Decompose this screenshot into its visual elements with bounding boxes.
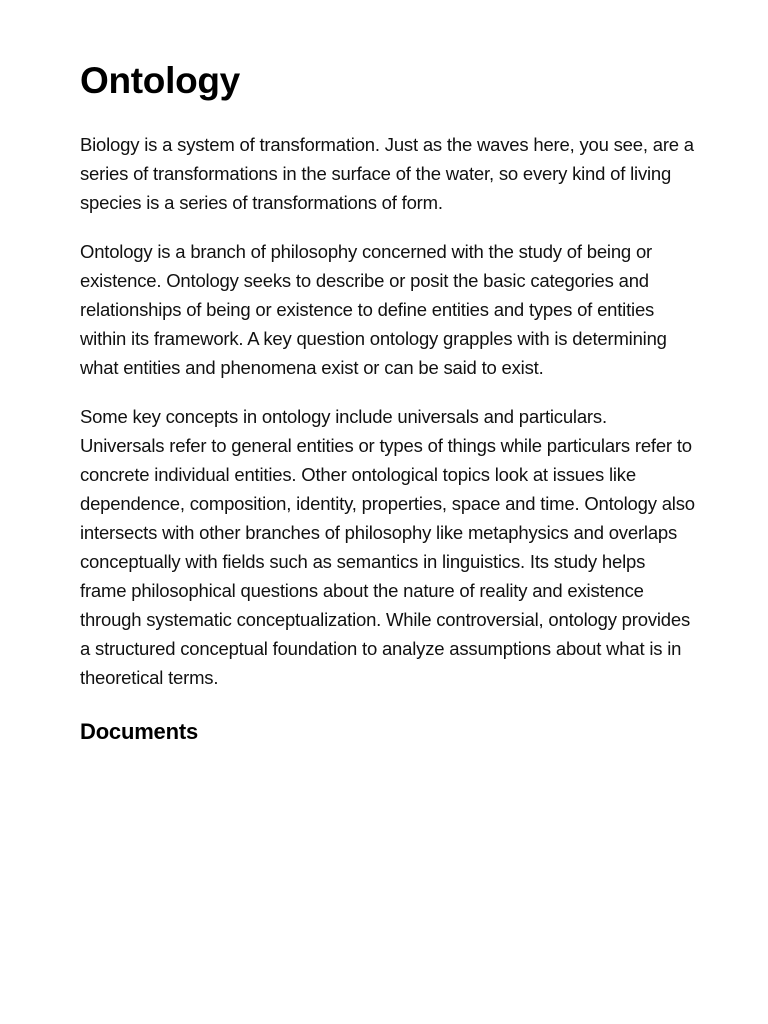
documents-heading: Documents [80,719,198,744]
page-title: Ontology [80,60,240,101]
paragraph-key-concepts: Some key concepts in ontology include universals and particulars. Universals refer to general entities or types of things while particulars refer to concrete individual entities. Other ontological topics look at issues like dependence, composition, identity, properties, space and time. Ontology also intersects with other branches of philosophy like metaphysics and overlaps conceptually with fields such as semantics in linguistics. Its study helps frame philosophical questions about the nature of reality and existence through systematic conceptualization. While controversial, ontology provides a structured conceptual foundation to analyze assumptions about what is in theoretical terms. [80,406,695,688]
paragraph-intro: Biology is a system of transformation. Just as the waves here, you see, are a series of transformations in the surface of the water, so every kind of living species is a series of transformations of form. [80,134,694,213]
paragraph-definition: Ontology is a branch of philosophy concerned with the study of being or existence. Ontology seeks to describe or posit the basic categories and relationships of being or existence to define entities and types of entities within its framework. A key question ontology grapples with is determining what entities and phenomena exist or can be said to exist. [80,241,667,378]
